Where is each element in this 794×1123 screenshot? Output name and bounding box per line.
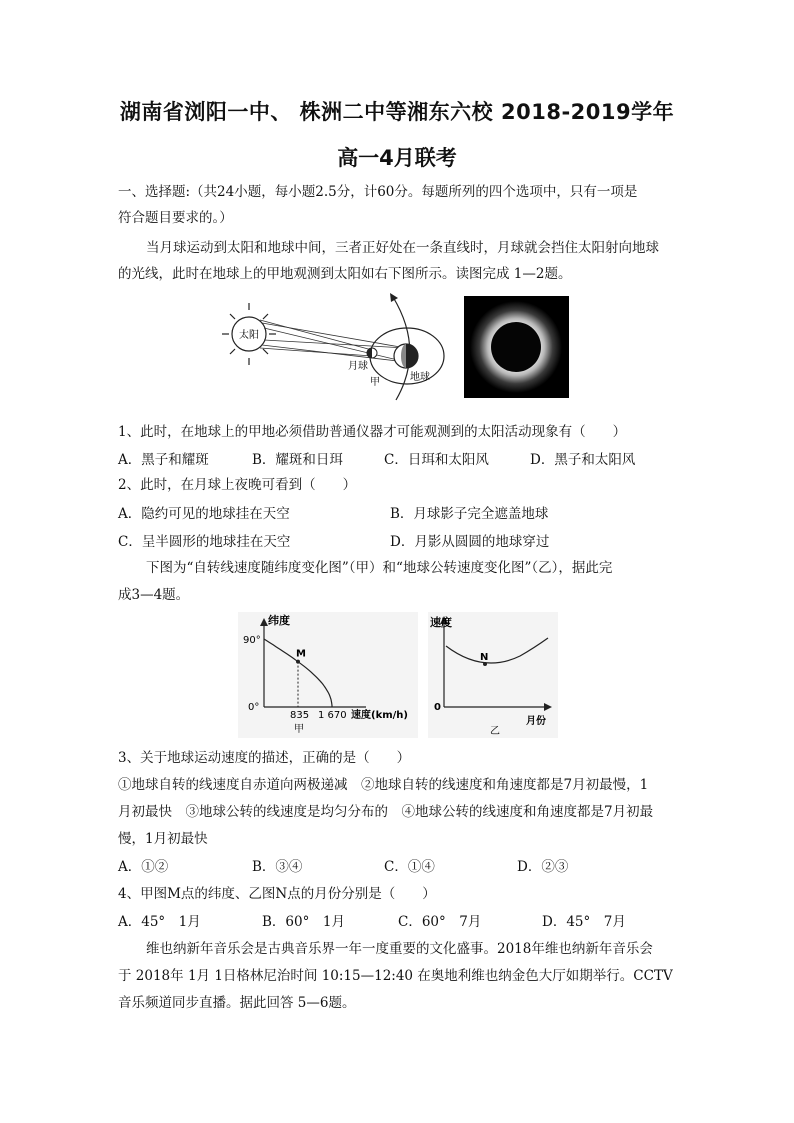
q1-option-c: C．日珥和太阳风 <box>384 452 489 468</box>
revolution-speed-chart <box>428 612 558 738</box>
passage2-line-2: 成3—4题。 <box>118 587 190 603</box>
rotation-speed-chart <box>238 612 418 738</box>
q1-option-d: D．黑子和太阳风 <box>530 452 636 468</box>
moon-icon <box>367 348 377 358</box>
exam-title: 湖南省浏阳一中、 株洲二中等湘东六校 2018-2019学年 <box>119 100 675 124</box>
q1-stem: 1、此时，在地球上的甲地必须借助普通仪器才可能观测到的太阳活动现象有（ ） <box>118 424 627 440</box>
jia-point-m <box>296 660 300 664</box>
yi-origin-label: 0 <box>434 702 441 713</box>
jia-x-tick-1670: 1 670 <box>318 710 347 721</box>
passage2-line-1: 下图为“自转线速度随纬度变化图”（甲）和“地球公转速度变化图”（乙），据此完 <box>146 560 613 576</box>
jia-label: 甲 <box>370 377 380 388</box>
jia-y-axis-label: 纬度 <box>268 614 290 627</box>
yi-y-axis-label: 速度 <box>430 616 452 629</box>
section-heading-line-2: 符合题目要求的。） <box>118 210 233 226</box>
passage1-line-2: 的光线，此时在地球上的甲地观测到太阳如右下图所示。读图完成 1—2题。 <box>118 266 572 282</box>
section-heading-line-1: 一、选择题:（共24小题，每小题2.5分，计60分。每题所列的四个选项中，只有一项是 <box>118 184 638 200</box>
yi-point-n-label: N <box>480 652 489 663</box>
passage3-line-2: 于 2018年 1月 1日格林尼治时间 10:15—12:40 在奥地利维也纳金色大厅如期举行。CCTV <box>118 968 673 984</box>
q2-option-c: C．呈半圆形的地球挂在天空 <box>118 534 291 550</box>
passage3-line-3: 音乐频道同步直播。据此回答 5—6题。 <box>118 995 356 1011</box>
jia-x-tick-835: 835 <box>290 710 310 721</box>
q4-option-b: B．60° 1月 <box>262 914 345 930</box>
q2-stem: 2、此时，在月球上夜晚可看到（ ） <box>118 477 357 493</box>
q3-stem: 3、关于地球运动速度的描述，正确的是（ ） <box>118 750 411 766</box>
q3-statement-line-3: 慢，1月初最快 <box>118 831 208 847</box>
yi-caption: 乙 <box>490 726 500 737</box>
q3-option-b: B．③④ <box>252 859 303 875</box>
jia-y-tick-90: 90° <box>243 635 261 646</box>
solar-eclipse-photo <box>464 296 569 398</box>
q2-option-d: D．月影从圆圆的地球穿过 <box>390 534 550 550</box>
q4-stem: 4、甲图M点的纬度、乙图N点的月份分别是（ ） <box>118 886 436 902</box>
jia-caption: 甲 <box>294 724 304 735</box>
jia-point-m-label: M <box>296 648 306 660</box>
passage1-line-1: 当月球运动到太阳和地球中间，三者正好处在一条直线时，月球就会挡住太阳射向地球 <box>146 240 659 256</box>
q4-option-c: C．60° 7月 <box>398 914 482 930</box>
passage3-line-1: 维也纳新年音乐会是古典音乐界一年一度重要的文化盛事。2018年维也纳新年音乐会 <box>146 941 653 957</box>
q2-option-b: B．月球影子完全遮盖地球 <box>390 506 549 522</box>
q3-statement-line-1: ①地球自转的线速度自赤道向两极递减 ②地球自转的线速度和角速度都是7月初最慢，1 <box>118 777 649 793</box>
earth-label: 地球 <box>410 372 430 383</box>
q4-option-a: A．45° 1月 <box>118 914 201 930</box>
q1-option-a: A．黑子和耀斑 <box>118 452 209 468</box>
moon-disk <box>491 322 541 372</box>
q1-option-b: B．耀斑和日珥 <box>252 452 343 468</box>
q3-option-c: C．①④ <box>384 859 435 875</box>
exam-subtitle: 高一4月联考 <box>337 146 457 170</box>
eclipse-diagram <box>220 290 450 402</box>
q2-option-a: A．隐约可见的地球挂在天空 <box>118 506 290 522</box>
sun-label: 太阳 <box>239 330 259 341</box>
earth-icon <box>394 344 418 368</box>
q3-option-d: D．②③ <box>517 859 569 875</box>
q3-option-a: A．①② <box>118 859 169 875</box>
q4-option-d: D．45° 7月 <box>542 914 626 930</box>
jia-x-axis-label: 速度(km/h) <box>351 710 408 721</box>
jia-y-tick-0: 0° <box>248 702 260 713</box>
q3-statement-line-2: 月初最快 ③地球公转的线速度是均匀分布的 ④地球公转的线速度和角速度都是7月初最 <box>118 804 654 820</box>
yi-x-axis-label: 月份 <box>526 716 546 727</box>
moon-label: 月球 <box>348 361 368 372</box>
